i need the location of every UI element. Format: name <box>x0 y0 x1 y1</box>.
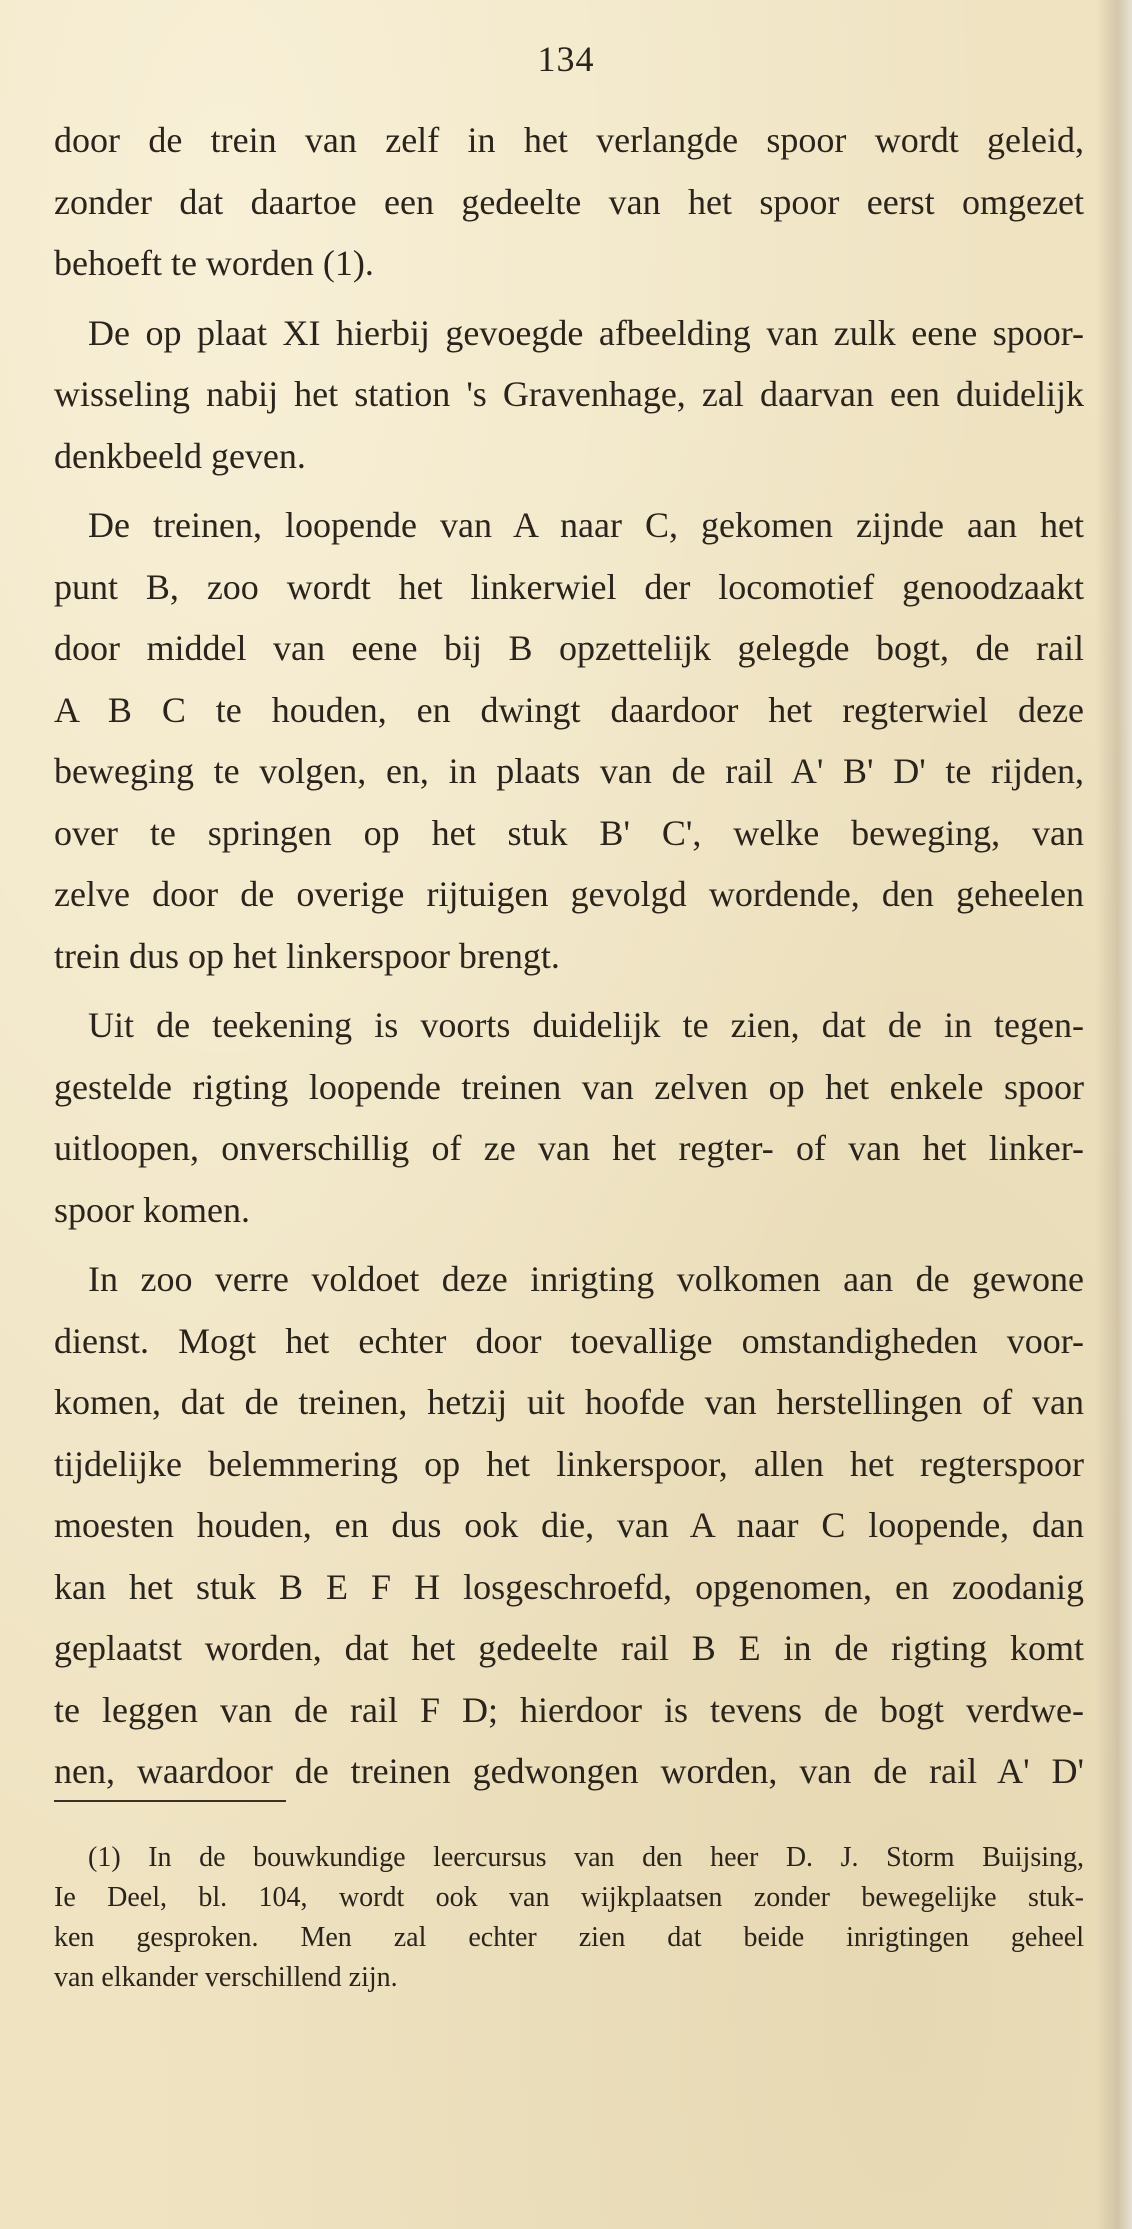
text-line: zonder dat daartoe een gedeelte van het spoor eerst omgezet <box>54 181 1084 222</box>
footnote <box>54 1838 1084 1998</box>
text-line: dienst. Mogt het echter door toevallige omstandigheden voor- <box>54 1320 1084 1361</box>
page-number: 134 <box>537 39 595 79</box>
text-line: door middel van eene bij B opzettelijk gelegde bogt, de rail <box>54 628 1084 668</box>
footnote-line: Ie Deel, bl. 104, wordt ook van wijkplaatsen zonder bewegelijke stuk- <box>54 1882 1084 1913</box>
text-line: beweging te volgen, en, in plaats van de rail A' B' D' te rijden, <box>54 751 1084 791</box>
footnote-divider <box>54 1800 286 1802</box>
text-line: Uit de teekening is voorts duidelijk te zien, dat de in tegen- <box>88 1005 1084 1045</box>
paragraph-3 <box>54 495 1084 987</box>
paragraph-5 <box>54 1249 1084 1803</box>
text-line: gestelde rigting loopende treinen van zelven op het enkele spoor <box>54 1066 1084 1107</box>
text-line: kan het stuk B E F H losgeschroefd, opgenomen, en zoodanig <box>54 1566 1084 1607</box>
footnote-line: van elkander verschillend zijn. <box>54 1962 398 1993</box>
text-line: wisseling nabij het station 's Gravenhage, zal daarvan een duidelijk <box>54 374 1084 414</box>
text-line: In zoo verre voldoet deze inrigting volkomen aan de gewone <box>88 1259 1084 1299</box>
text-line: punt B, zoo wordt het linkerwiel der locomotief genoodzaakt <box>54 566 1084 607</box>
text-line: komen, dat de treinen, hetzij uit hoofde van herstellingen of van <box>54 1382 1084 1422</box>
text-line: nen, waardoor de treinen gedwongen worden, van de rail A' D' <box>54 1751 1084 1791</box>
text-line: tijdelijke belemmering op het linkerspoor, allen het regterspoor <box>54 1443 1084 1484</box>
text-line: behoeft te worden (1). <box>54 243 374 283</box>
text-line: uitloopen, onverschillig of ze van het regter- of van het linker- <box>54 1128 1084 1168</box>
paragraph-4 <box>54 995 1084 1241</box>
text-line: moesten houden, en dus ook die, van A naar C loopende, dan <box>54 1505 1084 1545</box>
paragraph-2 <box>54 303 1084 488</box>
text-line: trein dus op het linkerspoor brengt. <box>54 935 560 976</box>
text-line: A B C te houden, en dwingt daardoor het regterwiel deze <box>54 689 1084 730</box>
text-line: te leggen van de rail F D; hierdoor is tevens de bogt verdwe- <box>54 1689 1084 1730</box>
body-text <box>54 110 1084 1811</box>
text-line: De op plaat XI hierbij gevoegde afbeelding van zulk eene spoor- <box>88 312 1084 353</box>
text-line: over te springen op het stuk B' C', welke beweging, van <box>54 812 1084 853</box>
text-line: spoor komen. <box>54 1189 250 1230</box>
text-line: zelve door de overige rijtuigen gevolgd wordende, den geheelen <box>54 874 1084 914</box>
footnote-line: (1) In de bouwkundige leercursus van den heer D. J. Storm Buijsing, <box>88 1842 1084 1873</box>
footnote-line: ken gesproken. Men zal echter zien dat beide inrigtingen geheel <box>54 1922 1084 1953</box>
text-line: door de trein van zelf in het verlangde spoor wordt geleid, <box>54 120 1084 160</box>
text-line: geplaatst worden, dat het gedeelte rail B E in de rigting komt <box>54 1628 1084 1668</box>
text-line: De treinen, loopende van A naar C, gekomen zijnde aan het <box>88 505 1084 545</box>
paragraph-1 <box>54 110 1084 295</box>
page-edge-shadow <box>1096 0 1132 2229</box>
text-line: denkbeeld geven. <box>54 435 306 476</box>
